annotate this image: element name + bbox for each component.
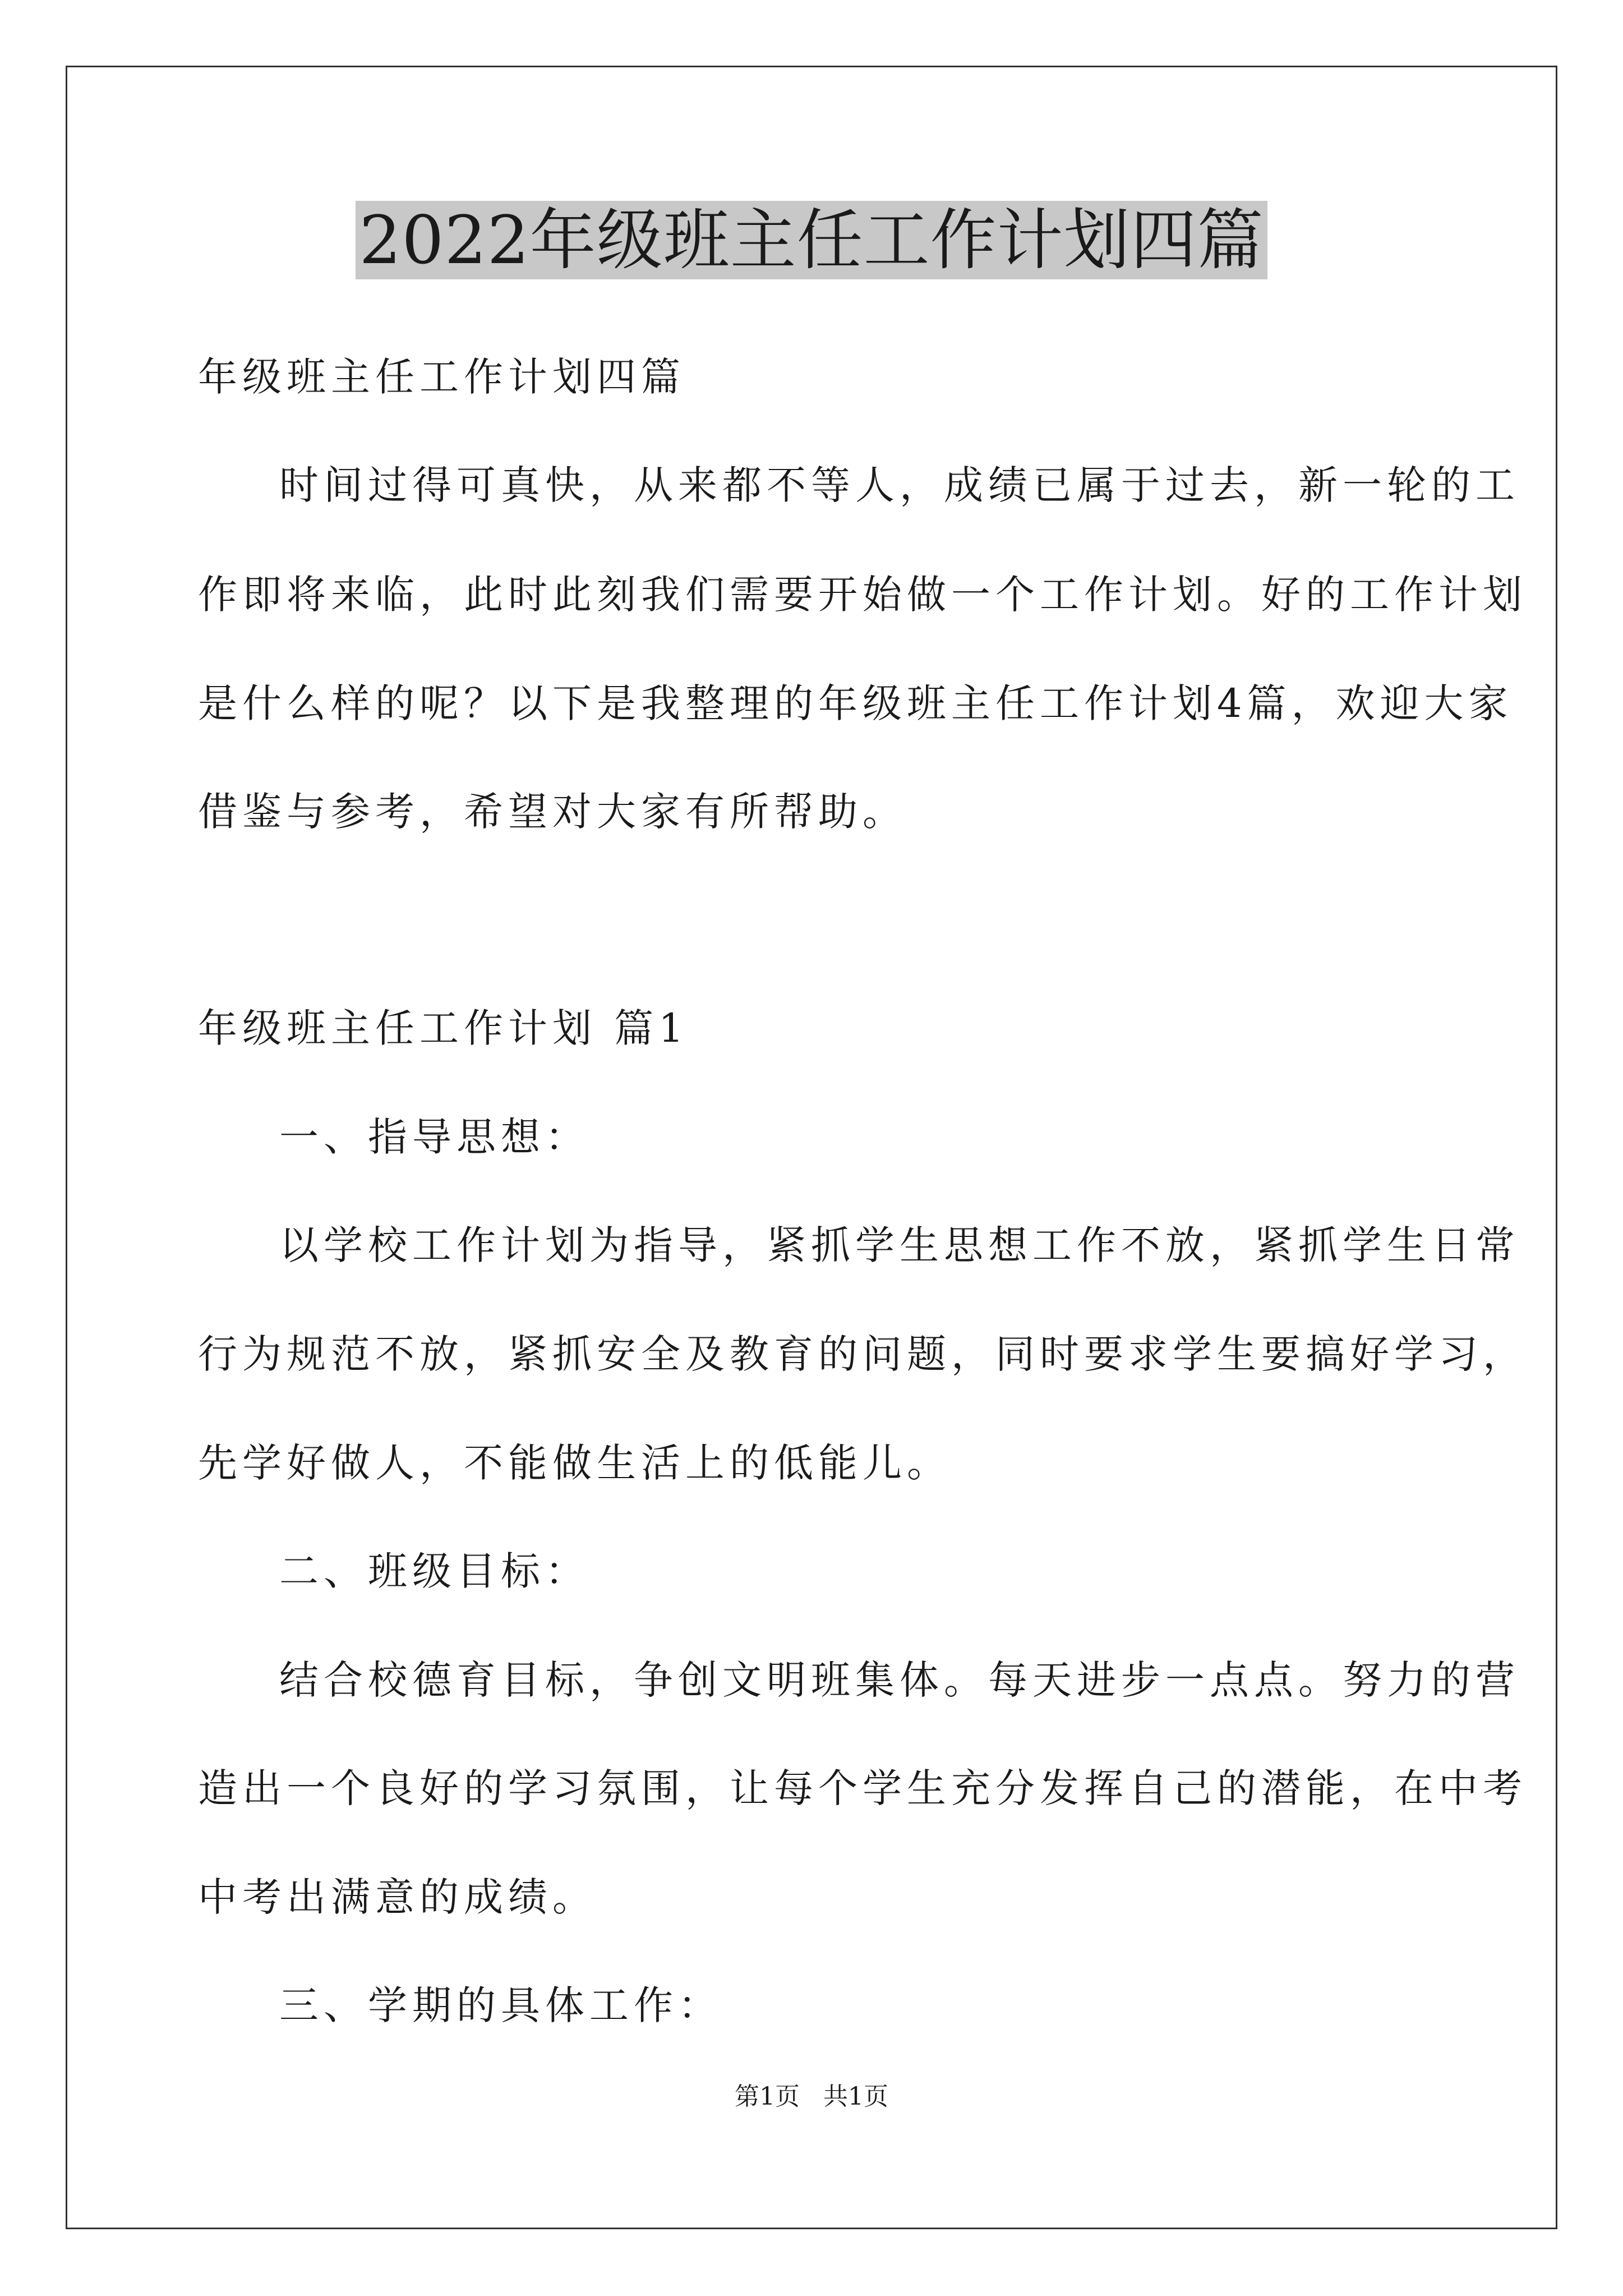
paragraph-line: 结合校德育目标，争创文明班集体。每天进步一点点。努力的营 bbox=[279, 1657, 1520, 1703]
heading-class-goals: 二、班级目标： bbox=[279, 1548, 589, 1594]
intro-line: 借鉴与参考，希望对大家有所帮助。 bbox=[198, 789, 907, 835]
paragraph-line: 行为规范不放，紧抓安全及教育的问题，同时要求学生要搞好学习， bbox=[198, 1331, 1527, 1377]
paragraph-line: 以学校工作计划为指导，紧抓学生思想工作不放，紧抓学生日常 bbox=[279, 1222, 1520, 1268]
page-number-footer: 第1页 共1页 bbox=[735, 2082, 888, 2111]
intro-line: 是什么样的呢？以下是我整理的年级班主任工作计划4篇，欢迎大家 bbox=[198, 680, 1513, 726]
title-container bbox=[0, 201, 1623, 279]
heading-semester-work: 三、学期的具体工作： bbox=[279, 1982, 722, 2028]
section-heading: 年级班主任工作计划 篇1 bbox=[198, 1005, 689, 1051]
intro-line: 时间过得可真快，从来都不等人，成绩已属于过去，新一轮的工 bbox=[279, 462, 1520, 508]
heading-guiding-thought: 一、指导思想： bbox=[279, 1114, 589, 1160]
paragraph-line: 中考出满意的成绩。 bbox=[198, 1874, 597, 1920]
document-title: 2022年级班主任工作计划四篇 bbox=[356, 201, 1267, 279]
document-subtitle: 年级班主任工作计划四篇 bbox=[198, 354, 685, 400]
paragraph-line: 先学好做人，不能做生活上的低能儿。 bbox=[198, 1440, 951, 1486]
paragraph-line: 造出一个良好的学习氛围，让每个学生充分发挥自己的潜能，在中考 bbox=[198, 1765, 1527, 1811]
intro-line: 作即将来临，此时此刻我们需要开始做一个工作计划。好的工作计划 bbox=[198, 572, 1527, 618]
